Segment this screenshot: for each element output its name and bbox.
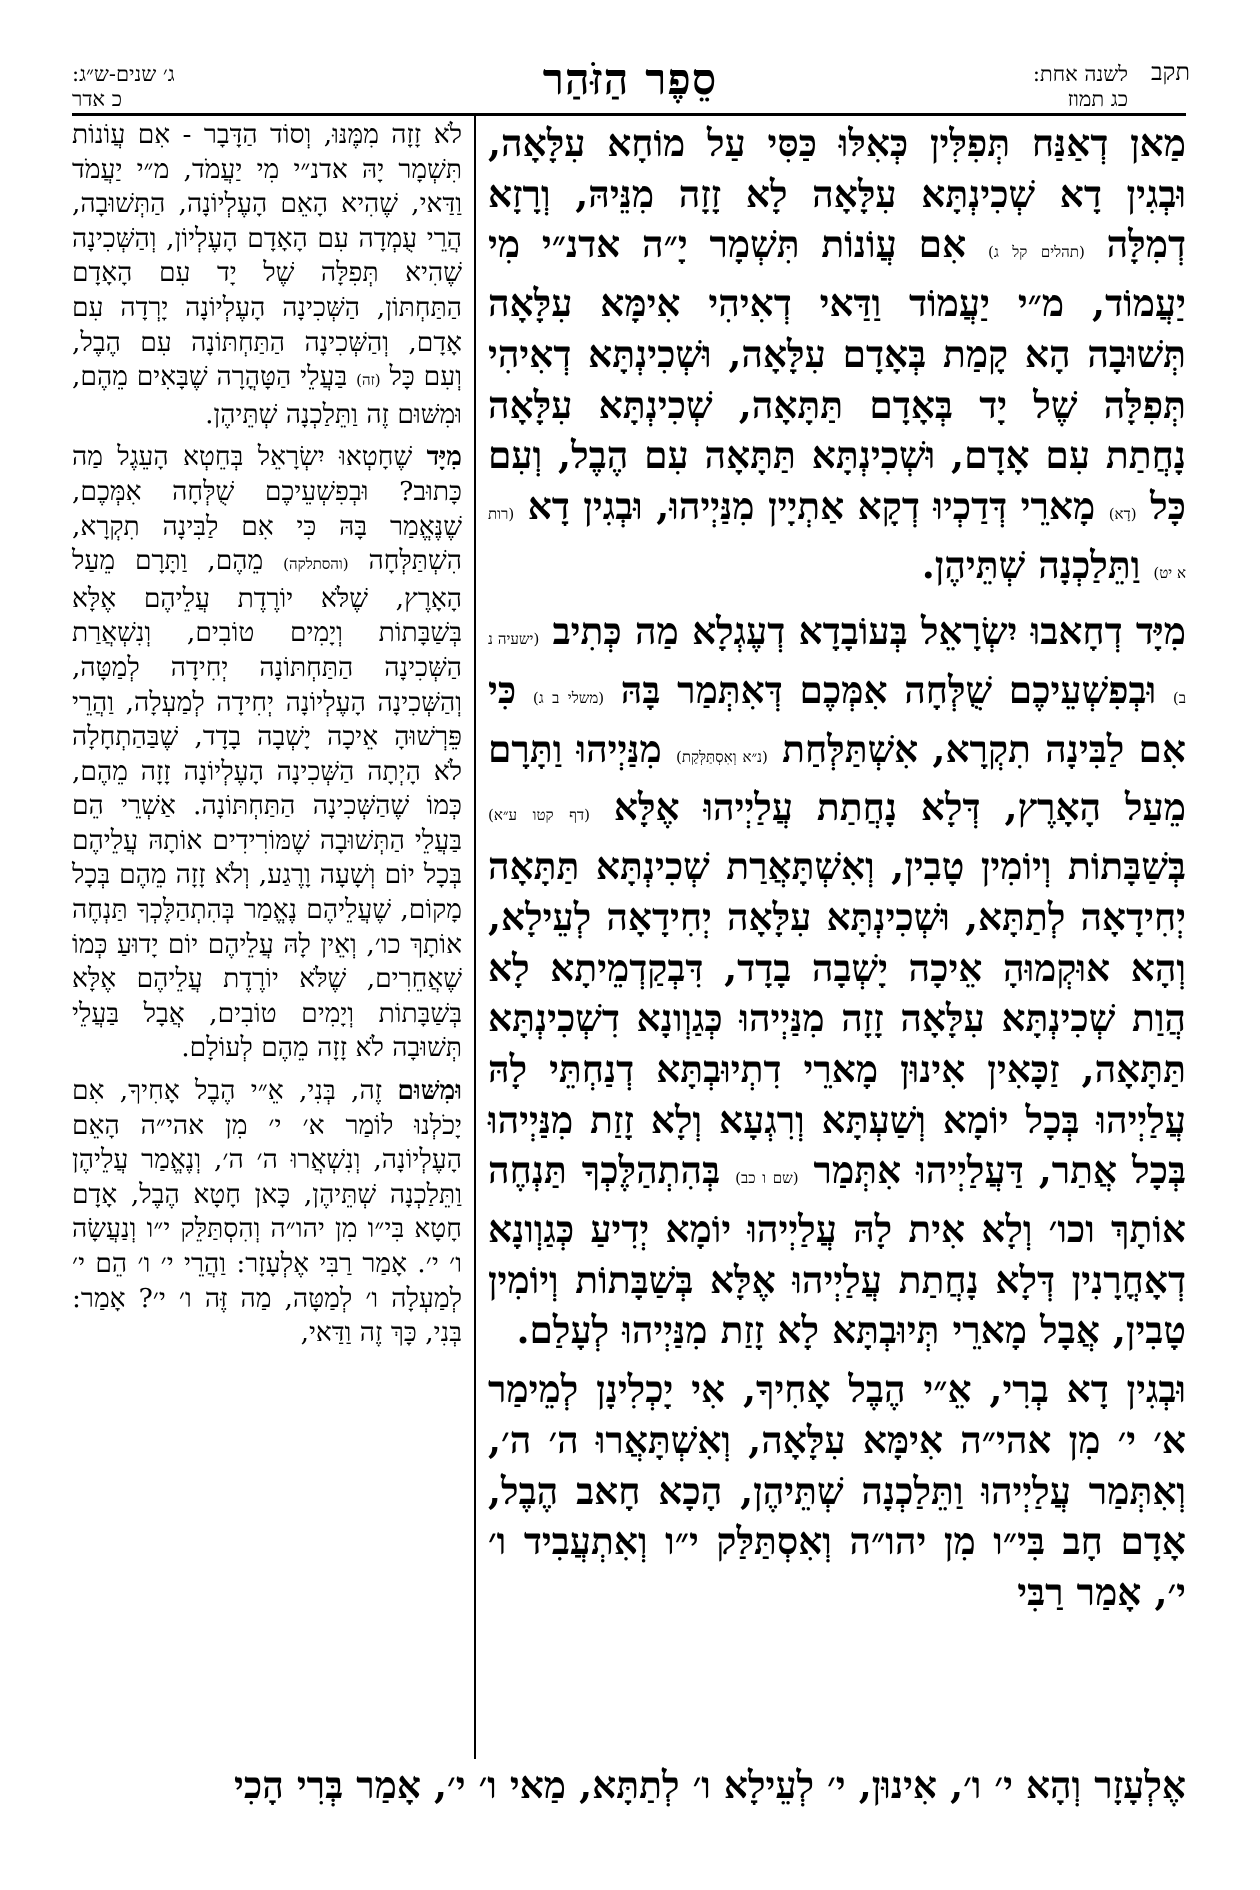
- page-reference: (דף קטו ע״א): [488, 806, 590, 825]
- aramaic-paragraph: מַאן דְאַנַּח תְּפִלִּין כְּאִלּוּ כַּסִּי עַל מוֹחָא עִלָּאָה, וּבְגִין דָא שְׁכִינְתָּא עִלָּאָה לָא זָזָה מִנֵּיהּ, וְרָזָא דְמִלָּה (תהלים קל ג) אִם עֲוֹנוֹת תִּשְׁמָר יָ״ה אדנ״י מִי יַעֲמוֹד, מ״י יַעֲמוֹד וַדַּאי דְאִיהִי אִימָּא עִלָּאָה תְּשׁוּבָה הָא קָמַת בְּאָדָם עִלָּאָה, וּשְׁכִינְתָּא דְאִיהִי תְּפִלָּה שֶׁל יָד בְּאָדָם תַּתָּאָה, שְׁכִינְתָּא עִלָּאָה נָחֲתַת עִם אָדָם, וּשְׁכִינְתָּא תַּתָּאָה עִם הֶבֶל, וְעִם כָּל (דָא) מָארֵי דְּדַכְיוּ דְקָא אַתְיָין מִנַּיְיהוּ, וּבְגִין דָא (רות א יט) וַתֵּלַכְנָה שְׁתֵּיהֶן.: [488, 121, 1186, 587]
- aramaic-paragraph: וּבְגִין דָא בְרִי, אֵ״י הֶבֶל אָחִיךָ, אִי יָכְלִינָן לְמֵימַר א׳ י׳ מִן אהי״ה אִימָּא עִלָּאָה, וְאִשְׁתָּאֲרוּ ה׳ ה׳, וְאִתְּמַר עֲלַיְיהוּ וַתֵּלַכְנָה שְׁתֵּיהֶן, הָכָא חָאב הֶבֶל, אָדָם חָב בִּי״ו מִן יהו״ה וְאִסְתַּלַּק י״ו וְאִתְעֲבִיד ו׳ י׳, אָמַר רַבִּי: [488, 1367, 1186, 1614]
- translation-column: [72, 118, 462, 1351]
- schedule-three-year-date: כ אדר: [72, 87, 122, 111]
- page-title: סֵפֶר הַזֹּהַר: [542, 55, 718, 105]
- page-number: תקב: [1150, 58, 1190, 86]
- aramaic-column: [488, 118, 1186, 1618]
- schedule-three-year-label: ג׳ שנים-ש״ג:: [72, 62, 175, 86]
- source-reference: (ישעיה נ ב): [488, 630, 1187, 708]
- variant-note: (נ״א וְאִסְתַּלְּקַת): [675, 747, 768, 766]
- schedule-one-year-label: לשנה אחת:: [1032, 62, 1128, 86]
- source-reference: (רות א יט): [488, 504, 1186, 582]
- variant-note: (דָא): [1108, 504, 1137, 523]
- variant-note: (זה): [356, 371, 381, 390]
- daily-schedule-left: [72, 62, 175, 112]
- source-reference: (שם ו כב): [735, 1169, 799, 1188]
- aramaic-paragraph: מִיָּד דְחָאבוּ יִשְׂרָאֵל בְּעוֹבָדָא דְעֶגְלָא מַה כְּתִיב (ישעיה נ ב) וּבְפִשְׁעֵיכֶם שֻׁלְּחָה אִמְּכֶם דְּאִתְּמַר בָּהּ (משלי ב ג) כִּי אִם לַבִּינָה תִקְרָא, אִשְׁתַּלְּחַת (נ״א וְאִסְתַּלְּקַת) מִנַּיְיהוּ וַתָּרָם מֵעַל הָאָרֶץ, דְּלָא נָחֲתַת עֲלַיְיהוּ אֶלָּא (דף קטו ע״א) בְּשַׁבָּתוֹת וְיוֹמִין טָבִין, וְאִשְׁתָּאֲרַת שְׁכִינְתָּא תַּתָּאָה יְחִידָאָה לְתַתָּא, וּשְׁכִינְתָּא עִלָּאָה יְחִידָאָה לְעֵילָא, וְהָא אוּקְמוּהָ אֵיכָה יָשְׁבָה בָדָד, דִּבְקַדְמֵיתָא לָא הֲוַת שְׁכִינְתָּא עִלָּאָה זָזָה מִנַּיְיהוּ כְּגַוְונָא דִשְׁכִינְתָּא תַּתָּאָה, זַכָּאִין אִינוּן מָארֵי דִתְיוּבְתָּא דְנַחְתֵּי לָהּ עֲלַיְיהוּ בְּכָל יוֹמָא וְשַׁעְתָּא וְרִגְעָא וְלָא זָזַת מִנַּיְיהוּ בְּכָל אֲתַר, דַּעֲלַיְיהוּ אִתְּמַר (שם ו כב) בְּהִתְהַלֶּכְךָ תַּנְחֶה אוֹתָךְ וכו׳ וְלָא אִית לָהּ עֲלַיְיהוּ יוֹמָא יְדִיעַ כְּגַוְונָא דְאָחֳרָנִין דְּלָא נָחֲתַת עֲלַיְיהוּ אֶלָּא בְּשַׁבָּתוֹת וְיוֹמִין טָבִין, אֲבָל מָארֵי תְּיוּבְתָּא לָא זָזַת מִנַּיְיהוּ לְעָלַם.: [488, 609, 1187, 1353]
- opening-word: וּמִשּׁוּם: [397, 1075, 462, 1107]
- opening-word: מִיָּד: [426, 441, 462, 473]
- header-divider: [72, 113, 1186, 116]
- translation-paragraph: וּמִשּׁוּם זֶה, בְּנִי, אֵ״י הֶבֶל אָחִיךָ, אִם יָכֹלְנוּ לוֹמַר א׳ י׳ מִן אהי״ה הָאֵם הָעֶלְיוֹנָה, וְנִשְׁאֲרוּ ה׳ ה׳, וְנֶאֱמַר עֲלֵיהֶן וַתֵּלַכְנָה שְׁתֵּיהֶן, כָּאן חָטָא הֶבֶל, אָדָם חָטָא בִּי״ו מִן יהו״ה וְהִסְתַּלֵּק י״ו וְנַעֲשָׂה ו׳ י׳. אָמַר רַבִּי אֶלְעָזָר: וַהֲרֵי י׳ ו׳ הֵם י׳ לְמַעְלָה ו׳ לְמַטָּה, מַה זֶּה ו׳ י׳? אָמַר: בְּנִי, כָּךְ זֶה וַדַּאי,: [72, 1075, 462, 1349]
- source-reference: (משלי ב ג): [532, 689, 605, 708]
- translation-paragraph: לֹא זָזָה מִמֶּנּוּ, וְסוֹד הַדָּבָר - אִם עֲוֹנוֹת תִּשְׁמָר יָהּ אדנ״י מִי יַעֲמֹד, מ״י יַעֲמֹד וַדַּאי, שֶׁהִיא הָאֵם הָעֶלְיוֹנָה, הַתְּשׁוּבָה, הֲרֵי עֻמְדָה עִם הָאָדָם הָעֶלְיוֹן, וְהַשְּׁכִינָה שֶׁהִיא תְּפִלָּה שֶׁל יָד עִם הָאָדָם הַתַּחְתּוֹן, הַשְּׁכִינָה הָעֶלְיוֹנָה יָרְדָה עִם אָדָם, וְהַשְּׁכִינָה הַתַּחְתּוֹנָה עִם הֶבֶל, וְעִם כָּל (זה) בַּעֲלֵי הַטָּהֳרָה שֶׁבָּאִים מֵהֶם, וּמִשּׁוּם זֶה וַתֵּלַכְנָה שְׁתֵּיהֶן.: [72, 119, 462, 430]
- variant-note: (והסתלקה): [283, 555, 349, 574]
- column-divider: [474, 116, 476, 1759]
- schedule-one-year-date: כג תמוז: [1067, 87, 1128, 111]
- source-reference: (תהלים קל ג): [987, 243, 1085, 262]
- full-width-bottom-line: אֶלְעָזָר וְהָא י׳ ו׳, אִינוּן, י׳ לְעֵילָא ו׳ לְתַתָּא, מַאי ו׳ י׳, אָמַר בְּרִי הָכִי: [234, 1763, 1186, 1807]
- translation-paragraph: מִיָּד שֶׁחָטְאוּ יִשְׂרָאֵל בְּחֵטְא הָעֵגֶל מַה כָּתוּב? וּבְפִשְׁעֵיכֶם שֻׁלְּחָה אִמְּכֶם, שֶׁנֶּאֱמַר בָּהּ כִּי אִם לַבִּינָה תִקְרָא, הִשְׁתַּלְּחָה (והסתלקה) מֵהֶם, וַתָּרָם מֵעַל הָאָרֶץ, שֶׁלֹּא יוֹרֶדֶת עֲלֵיהֶם אֶלָּא בְּשַׁבָּתוֹת וְיָמִים טוֹבִים, וְנִשְׁאֲרַת הַשְּׁכִינָה הַתַּחְתּוֹנָה יְחִידָה לְמַטָּה, וְהַשְּׁכִינָה הָעֶלְיוֹנָה יְחִידָה לְמַעְלָה, וַהֲרֵי פֵּרְשׁוּהָ אֵיכָה יָשְׁבָה בָדָד, שֶׁבַּהַתְחָלָה לֹא הָיְתָה הַשְּׁכִינָה הָעֶלְיוֹנָה זָזָה מֵהֶם, כְּמוֹ שֶׁהַשְּׁכִינָה הַתַּחְתּוֹנָה. אַשְׁרֵי הֵם בַּעֲלֵי הַתְּשׁוּבָה שֶׁמּוֹרִידִים אוֹתָהּ עֲלֵיהֶם בְּכָל יוֹם וְשָׁעָה וָרֶגַע, וְלֹא זָזָה מֵהֶם בְּכָל מָקוֹם, שֶׁעֲלֵיהֶם נֶאֱמַר בְּהִתְהַלֶּכְךָ תַּנְחֶה אוֹתָךְ כו׳, וְאֵין לָהּ עֲלֵיהֶם יוֹם יָדוּעַ כְּמוֹ שֶׁאֲחֵרִים, שֶׁלֹּא יוֹרֶדֶת עֲלֵיהֶם אֶלָּא בְּשַׁבָּתוֹת וְיָמִים טוֹבִים, אֲבָל בַּעֲלֵי תְּשׁוּבָה לֹא זָזָה מֵהֶם לְעוֹלָם.: [72, 441, 462, 1064]
